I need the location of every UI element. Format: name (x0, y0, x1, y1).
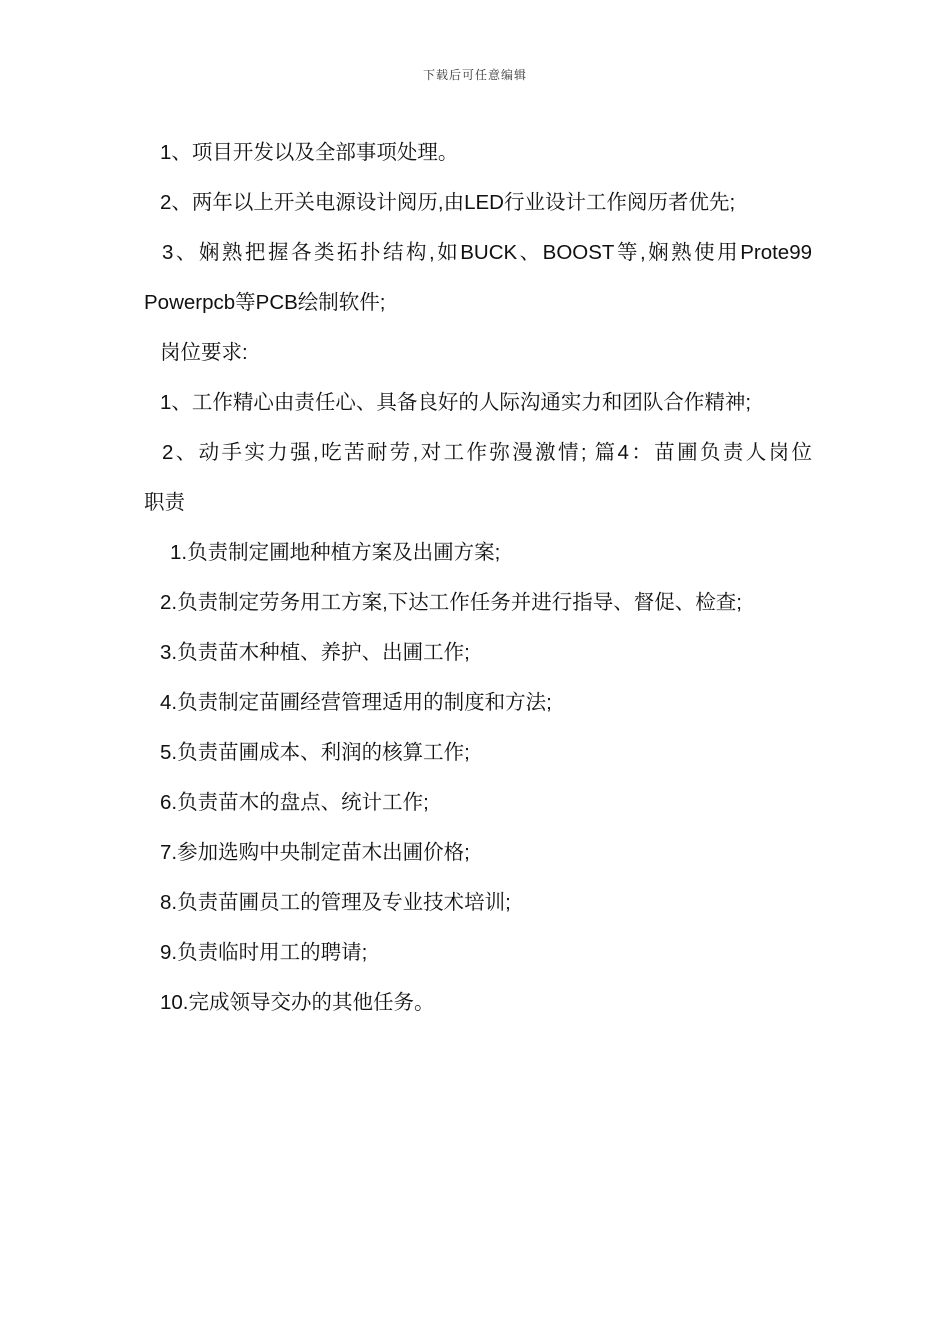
page-header: 下载后可任意编辑 (422, 68, 527, 82)
list-item: 5.负责苗圃成本、利润的核算工作; (160, 741, 470, 764)
list-item: 3.负责苗木种植、养护、出圃工作; (160, 641, 470, 664)
text-line: 3、娴熟把握各类拓扑结构,如BUCK、BOOST等,娴熟使用Prote99 (162, 241, 812, 264)
list-item: 10.完成领导交办的其他任务。 (160, 991, 435, 1014)
list-item: 8.负责苗圃员工的管理及专业技术培训; (160, 891, 511, 914)
list-item: 9.负责临时用工的聘请; (160, 941, 368, 964)
text-line: 2、动手实力强,吃苦耐劳,对工作弥漫激情; 篇4：苗圃负责人岗位 (162, 441, 812, 464)
text-line: 1、项目开发以及全部事项处理。 (160, 141, 459, 164)
section-heading: 岗位要求: (160, 341, 248, 364)
document-body (144, 128, 812, 1028)
list-item: 2.负责制定劳务用工方案,下达工作任务并进行指导、督促、检查; (160, 591, 742, 614)
text-line: 1、工作精心由责任心、具备良好的人际沟通实力和团队合作精神; (160, 391, 752, 414)
text-line: Powerpcb等PCB绘制软件; (144, 291, 386, 314)
list-item: 1.负责制定圃地种植方案及出圃方案; (170, 541, 501, 564)
text-line: 职责 (144, 491, 185, 514)
list-item: 4.负责制定苗圃经营管理适用的制度和方法; (160, 691, 552, 714)
text-line: 2、两年以上开关电源设计阅历,由LED行业设计工作阅历者优先; (160, 191, 736, 214)
list-item: 6.负责苗木的盘点、统计工作; (160, 791, 429, 814)
list-item: 7.参加选购中央制定苗木出圃价格; (160, 841, 470, 864)
